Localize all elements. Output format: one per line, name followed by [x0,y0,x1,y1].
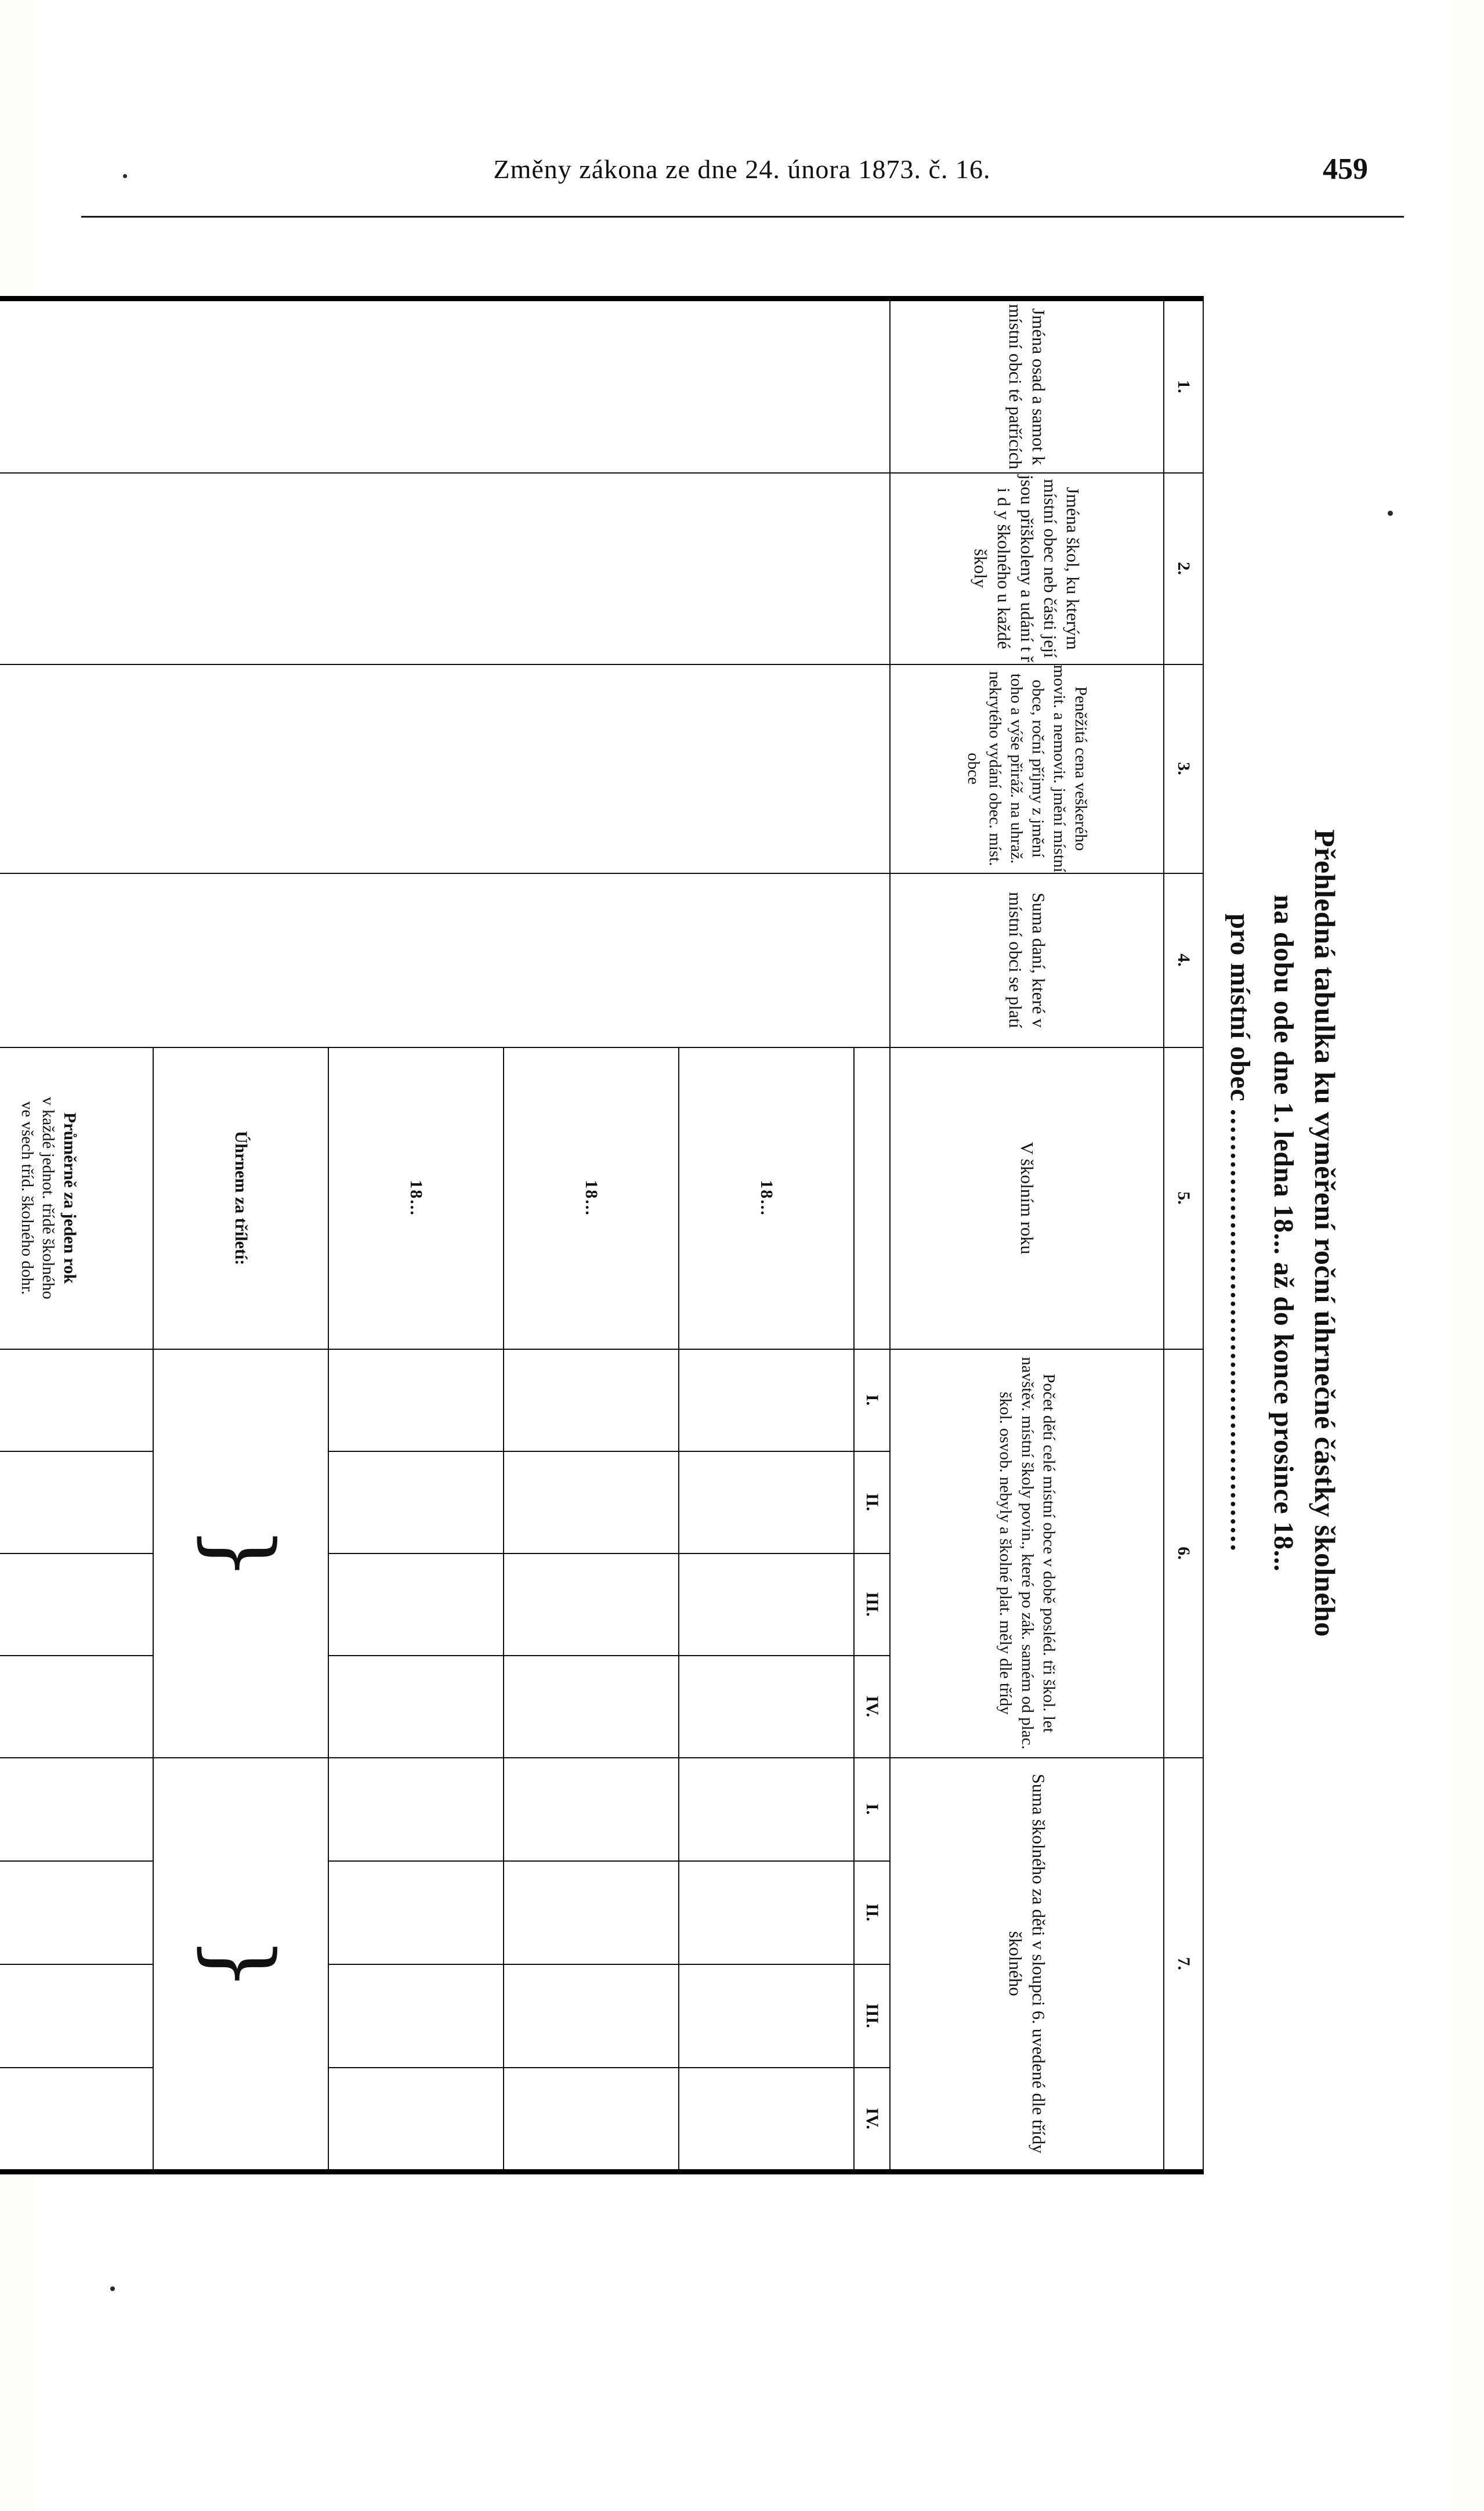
cell-7-I-y2 [504,1758,679,1861]
table-title-dots: ................................................... [1224,1108,1255,1553]
subhead-6-III: III. [854,1553,890,1656]
running-head: Změny zákona ze dne 24. února 1873. č. 16. [493,154,991,184]
column-heading-row [890,299,1164,2172]
year-stub-2-text: 18... [582,1180,602,1216]
cell-6-II-y2 [504,1451,679,1553]
avg-cell-7-I [0,1758,153,1861]
cell-7-II-y2 [504,1861,679,1964]
col-num-4: 4. [1164,873,1203,1047]
school-fee-table [0,296,1204,2174]
subheading-row [854,299,890,2172]
cell-7-II-y3 [328,1861,504,1964]
heading-text-7: Suma školného za děti v sloupci 6. uvedené dle třídy školného [1005,1773,1049,2154]
year-stub-3 [328,1047,504,1349]
cell-6-III-y1 [679,1553,854,1656]
heading-text-5: V školním roku [1016,1141,1037,1255]
cell-7-IV-y3 [328,2068,504,2172]
subhead-7-IV: IV. [854,2068,890,2172]
triennium-total-col6 [153,1349,328,1758]
avg-cell-7-IV [0,2068,153,2172]
col-num-2: 2. [1164,473,1203,664]
subhead-7-II: II. [854,1861,890,1964]
brace-icon: } [190,1525,292,1581]
cell-7-III-y1 [679,1964,854,2068]
average-sub-1: v každé jednot. třídě školného [38,1097,57,1299]
heading-text-6: Počet dětí celé místní obce v době posléd. tři škol. let navštěv. místní školy povin., které po zák. samém od plac. škol. osvob. nebyly a školné plat. měly dle třídy [996,1357,1058,1750]
body-cell-col2 [0,473,890,664]
heading-text-1: Jména osad a samot k místní obci té patřících [1005,304,1049,469]
col-num-3: 3. [1164,664,1203,873]
heading-cell-5 [890,1047,1164,1349]
subhead-6-IV: IV. [854,1656,890,1758]
body-cell-col4 [0,873,890,1047]
year-stub-1-text: 18... [757,1180,777,1216]
average-sub-2: ve všech tříd. školného dohr. [17,1101,37,1295]
cell-7-IV-y1 [679,2068,854,2172]
avg-cell-6-III [0,1553,153,1656]
table-title-line-2: na dobu ode dne 1. ledna 18... až do konce prosince 18... [1268,894,1300,1572]
ink-speck [110,2286,115,2291]
ink-speck [123,174,127,178]
ink-speck [1388,511,1393,516]
cell-7-I-y1 [679,1758,854,1861]
cell-6-IV-y1 [679,1656,854,1758]
col-num-1: 1. [1164,299,1203,473]
cell-6-II-y1 [679,1451,854,1553]
cell-6-I-y2 [504,1349,679,1451]
avg-cell-6-I [0,1349,153,1451]
year-stub-1 [679,1047,854,1349]
landscape-table-block [17,273,1346,2194]
heading-text-4: Suma daní, které v místní obci se platí [1005,891,1049,1029]
cell-7-II-y1 [679,1861,854,1964]
heading-cell-3 [890,664,1164,873]
cell-7-IV-y2 [504,2068,679,2172]
column-number-row [1164,299,1203,2172]
heading-cell-4 [890,873,1164,1047]
header-rule [81,216,1404,218]
cell-7-III-y3 [328,1964,504,2068]
table-title-line-1: Přehledná tabulka ku vyměření roční úhrnečné částky školného [1309,829,1341,1637]
heading-cell-1 [890,299,1164,473]
heading-cell-7 [890,1758,1164,2172]
page-number: 459 [1323,153,1368,186]
year-stub-2 [504,1047,679,1349]
subhead-6-II: II. [854,1451,890,1553]
avg-cell-7-III [0,1964,153,2068]
cell-7-I-y3 [328,1758,504,1861]
cell-6-IV-y3 [328,1656,504,1758]
subhead-7-I: I. [854,1758,890,1861]
avg-cell-6-IV [0,1656,153,1758]
avg-cell-6-II [0,1451,153,1553]
avg-cell-7-II [0,1861,153,1964]
col-num-5: 5. [1164,1047,1203,1349]
heading-cell-6 [890,1349,1164,1758]
subheading-blank-col5 [854,1047,890,1349]
cell-6-I-y3 [328,1349,504,1451]
body-cell-col1 [0,299,890,473]
cell-6-IV-y2 [504,1656,679,1758]
col-num-6: 6. [1164,1349,1203,1758]
cell-6-I-y1 [679,1349,854,1451]
average-label-cell [0,1047,153,1349]
year-stub-3-text: 18... [407,1180,426,1216]
cell-6-III-y3 [328,1553,504,1656]
triennium-total-col7 [153,1758,328,2172]
heading-text-3: Peněžitá cena veškerého movit. a nemovit. jmění místní obce, roční příjmy z jmění toho a výše přiráž. na uhraž. nekrytého vydání obec. míst. obce [964,664,1091,873]
average-label: Průměrně za jeden rok [60,1112,79,1284]
heading-cell-2 [890,473,1164,664]
body-cell-col3 [0,664,890,873]
brace-icon: } [190,1936,292,1992]
table-title-line-3: pro místní obec [1224,913,1255,1102]
subhead-6-I: I. [854,1349,890,1451]
cell-7-III-y2 [504,1964,679,2068]
subhead-7-III: III. [854,1964,890,2068]
col-num-7: 7. [1164,1758,1203,2172]
triennium-total-label: Úhrnem za tříletí: [153,1047,328,1349]
cell-6-II-y3 [328,1451,504,1553]
cell-6-III-y2 [504,1553,679,1656]
heading-text-2: Jména škol, ku kterým místní obec neb části její jsou přiškoleny a udání t ř i d y školného u každé školy [971,475,1084,662]
table-title [1219,273,1346,2194]
